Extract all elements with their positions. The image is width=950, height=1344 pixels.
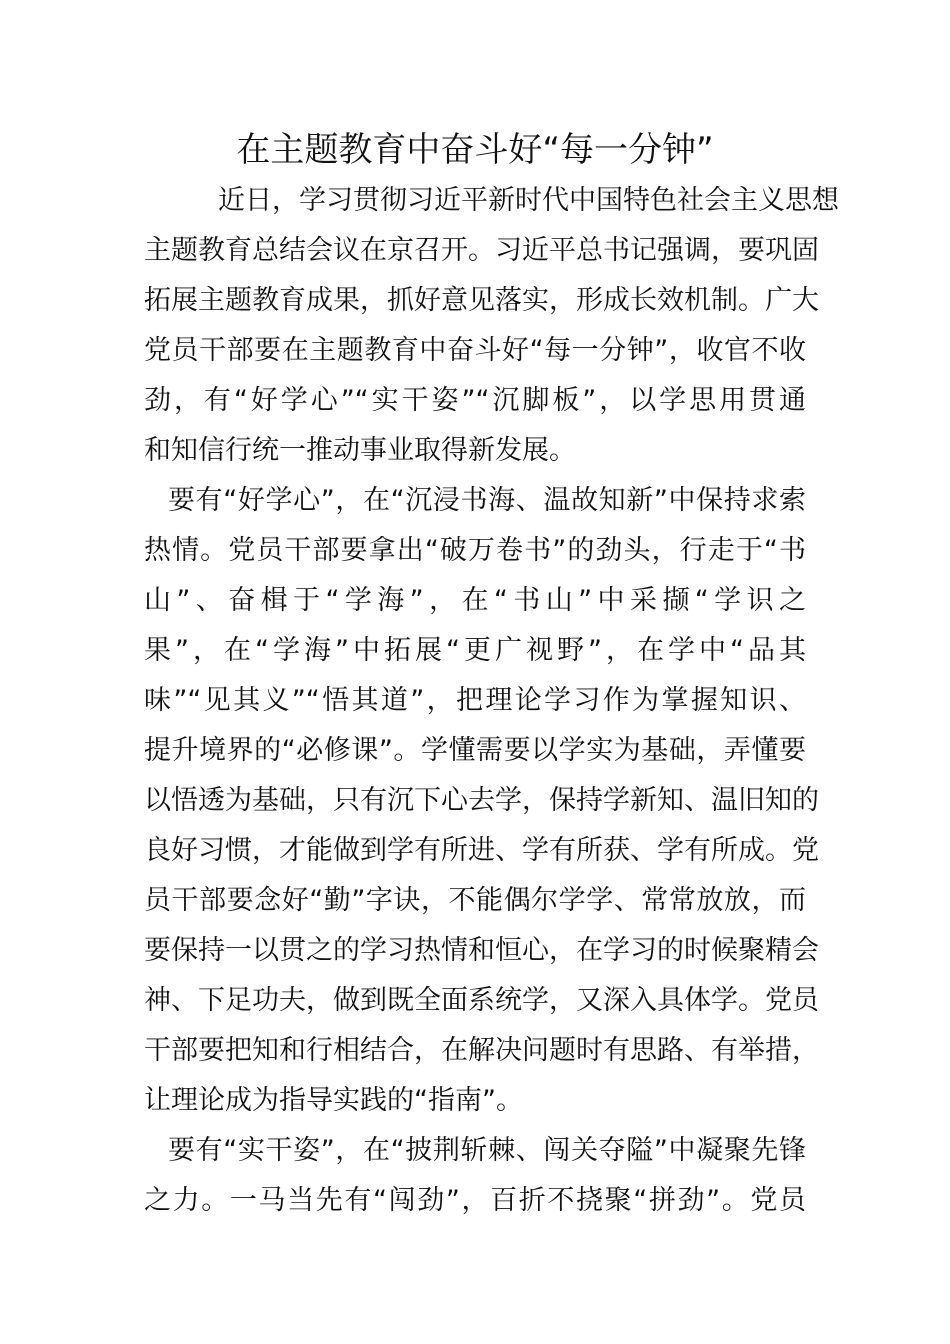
text-line: 拓展主题教育成果，抓好意见落实，形成长效机制。广大	[144, 285, 819, 316]
text-line: 要有“实干姿”，在“披荆斩棘、闯关夺隘”中凝聚先锋	[168, 1135, 806, 1166]
text-line: 神、下足功夫，做到既全面系统学，又深入具体学。党员	[144, 985, 819, 1016]
text-line: 让理论成为指导实践的“指南”。	[144, 1085, 523, 1116]
text-line: 热情。党员干部要拿出“破万卷书”的劲头，行走于“书	[144, 535, 806, 566]
text-line: 党员干部要在主题教育中奋斗好“每一分钟”，收官不收	[144, 335, 806, 366]
text-line: 要保持一以贯之的学习热情和恒心，在学习的时候聚精会	[144, 935, 819, 966]
text-line: 和知信行统一推动事业取得新发展。	[144, 435, 576, 466]
page-title: 在主题教育中奋斗好“每一分钟”	[236, 130, 714, 170]
text-line: 味”“见其义”“悟其道”，把理论学习作为掌握知识、	[144, 685, 806, 716]
text-line: 劲，有“好学心”“实干姿”“沉脚板”，以学思用贯通	[144, 385, 806, 416]
text-line: 员干部要念好“勤”字诀，不能偶尔学学、常常放放，而	[144, 885, 806, 916]
text-line: 提升境界的“必修课”。学懂需要以学实为基础，弄懂要	[144, 735, 806, 766]
text-line: 干部要把知和行相结合，在解决问题时有思路、有举措，	[144, 1035, 819, 1066]
text-line: 之力。一马当先有“闯劲”，百折不挠聚“拼劲”。党员	[144, 1185, 806, 1216]
text-line: 要有“好学心”，在“沉浸书海、温故知新”中保持求索	[168, 485, 806, 516]
text-line: 主题教育总结会议在京召开。习近平总书记强调，要巩固	[144, 235, 819, 266]
text-line: 果”，在“学海”中拓展“更广视野”，在学中“品其	[144, 635, 806, 666]
text-line: 近日，学习贯彻习近平新时代中国特色社会主义思想	[218, 185, 839, 216]
text-line: 山”、奋楫于“学海”，在“书山”中采撷“学识之	[144, 585, 806, 616]
text-line: 良好习惯，才能做到学有所进、学有所获、学有所成。党	[144, 835, 819, 866]
text-line: 以悟透为基础，只有沉下心去学，保持学新知、温旧知的	[144, 785, 819, 816]
